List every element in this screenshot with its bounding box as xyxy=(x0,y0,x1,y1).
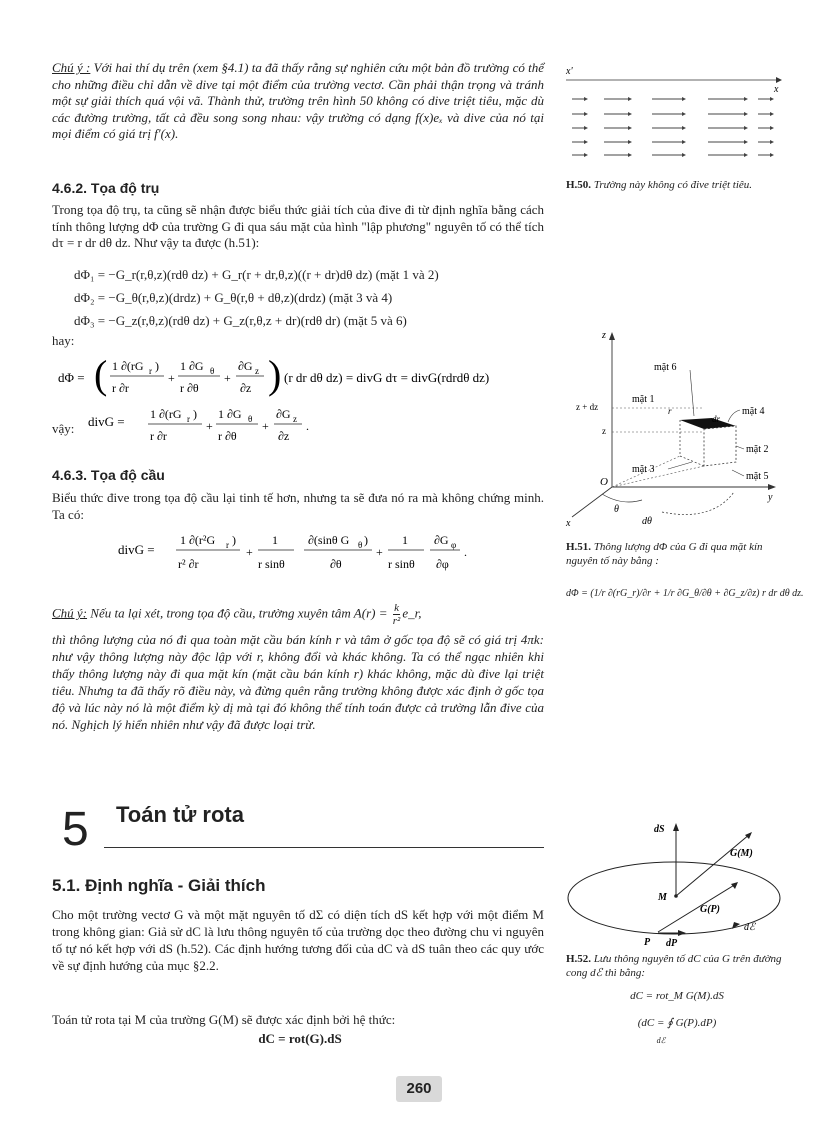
fig51-r: r xyxy=(668,406,672,416)
note-1-label: Chú ý : xyxy=(52,60,91,75)
equation-dphi2: dΦ₂ = −G_θ(r,θ,z)(drdz) + G_θ(r,θ + dθ,z)(drdz) (mặt 3 và 4) xyxy=(74,290,393,305)
svg-text:+: + xyxy=(262,419,269,433)
svg-text:r: r xyxy=(187,414,190,424)
svg-text:+: + xyxy=(376,545,383,559)
fig51-x-axis: x xyxy=(566,518,571,529)
fig51-mat2: mặt 2 xyxy=(746,444,769,455)
fig52-dS: dS xyxy=(654,824,665,835)
fig51-label: H.51. xyxy=(566,541,592,553)
div-sph-lhs: divG = xyxy=(118,542,155,557)
svg-text:1 ∂(rG: 1 ∂(rG xyxy=(112,359,144,373)
section-4-6-2-paragraph: Trong tọa độ trụ, ta cũng sẽ nhận được biểu thức giải tích của đive đi từ định nghĩa bằng cách tính thông lượng dΦ của trường G đi qua sáu mặt của hình "lập phương" nguyên tố có thể tích dτ = r dr dθ dz. Như vậy ta được (h.51): xyxy=(52,202,544,250)
equation-dphi-total xyxy=(52,348,552,408)
svg-text:r: r xyxy=(226,540,229,550)
svg-text:): ) xyxy=(232,533,236,547)
svg-text:+: + xyxy=(224,371,231,385)
note-1-text: Với hai thí dụ trên (xem §4.1) ta đã thấy rằng sự nghiên cứu một bản đồ trường có thể cho những điều chỉ dẫn về dive tại một điểm của trường vectơ. Cần phải thận trọng và tránh một sự giải thích quá vội vã. Thành thử, trường trên hình 50 không có dive triệt tiêu, mặc dù các đường trường, tất cả đều song song nhau: vậy trường có dạng f(x)eₓ và dive của nó tại mọi điểm có giá trị f′(x). xyxy=(52,60,545,141)
note-2-text-1-tail: e_r, xyxy=(402,605,422,621)
figure-52-formula-1: dC = rot_M G(M).dS xyxy=(630,990,724,1002)
svg-text:∂G: ∂G xyxy=(238,359,253,373)
section-4-6-3-title: 4.6.3. Tọa độ cầu xyxy=(52,467,165,483)
fig50-label: H.50. xyxy=(566,179,592,191)
figure-52-caption xyxy=(566,952,788,980)
fig51-origin: O xyxy=(600,476,608,488)
chapter-rule xyxy=(104,847,544,848)
equation-dphi3: dΦ₃ = −G_z(r,θ,z)(rdθ dz) + G_z(r,θ,z + dr)(rdθ dr) (mặt 5 và 6) xyxy=(74,313,407,328)
fig51-mat5: mặt 5 xyxy=(746,471,769,482)
svg-text:1 ∂(r²G: 1 ∂(r²G xyxy=(180,533,216,547)
svg-text:∂(sinθ G: ∂(sinθ G xyxy=(308,533,350,547)
fig51-dtheta: dθ xyxy=(642,516,652,527)
note-2-label: Chú ý: xyxy=(52,605,88,621)
svg-text:r ∂r: r ∂r xyxy=(112,381,129,395)
svg-text:∂z: ∂z xyxy=(240,381,252,395)
rot-definition-formula: dC = rot(G).dS xyxy=(258,1031,342,1046)
svg-text:r sinθ: r sinθ xyxy=(388,557,415,571)
svg-text:+: + xyxy=(246,545,253,559)
figure-50 xyxy=(562,62,788,162)
section-5-1-paragraph-2: Toán tử rota tại M của trường G(M) sẽ được xác định bởi hệ thức: xyxy=(52,1012,396,1027)
svg-text:1: 1 xyxy=(402,533,408,547)
fig51-mat3: mặt 3 xyxy=(632,464,655,475)
equation-dphi1: dΦ₁ = −G_r(r,θ,z)(rdθ dz) + G_r(r + dr,θ,z)((r + dr)dθ dz) (mặt 1 và 2) xyxy=(74,267,439,282)
svg-text:): ) xyxy=(268,352,282,397)
svg-text:1 ∂G: 1 ∂G xyxy=(180,359,204,373)
figure-52-formula-2-subscript: dℰ xyxy=(656,1036,666,1045)
svg-text:dΦ =: dΦ = xyxy=(58,370,85,385)
fig52-GP: G(P) xyxy=(700,904,720,915)
svg-text:θ: θ xyxy=(358,540,363,550)
equation-div-cylindrical xyxy=(88,404,348,454)
svg-text:(: ( xyxy=(94,352,108,397)
section-5-1-paragraph-1: Cho một trường vectơ G và một mặt nguyên tố dΣ có diện tích dS kết hợp với một điểm M trong không gian: Giả sử dC là lưu thông nguyên tố của trường dọc theo đường chu vi nguyên tố tự nó kết hợp với dS (h.52). Các định hướng tương đối của dC và dS tuân theo các quy ước về sự định hướng của mục §2.2. xyxy=(52,907,544,973)
svg-text:): ) xyxy=(155,359,159,373)
svg-text:θ: θ xyxy=(248,414,253,424)
svg-text:r ∂θ: r ∂θ xyxy=(180,381,199,395)
section-5-1-title: 5.1. Định nghĩa - Giải thích xyxy=(52,876,266,895)
fig51-mat1: mặt 1 xyxy=(632,394,655,405)
svg-text:z: z xyxy=(255,366,259,376)
svg-text:.: . xyxy=(306,419,309,433)
svg-text:r sinθ: r sinθ xyxy=(258,557,285,571)
fig51-mat4: mặt 4 xyxy=(742,406,765,417)
fig51-z-axis: z xyxy=(602,330,606,341)
fig52-label: H.52. xyxy=(566,953,592,965)
fig51-y-axis: y xyxy=(768,492,773,503)
svg-text:∂G: ∂G xyxy=(434,533,449,547)
fig52-P: P xyxy=(644,937,651,948)
fig51-z-level: z xyxy=(602,426,606,436)
svg-text:r² ∂r: r² ∂r xyxy=(178,557,199,571)
fig51-z-dz: z + dz xyxy=(576,402,599,412)
svg-text:.: . xyxy=(464,545,467,559)
fig51-mat6: mặt 6 xyxy=(654,362,677,373)
svg-text:θ: θ xyxy=(210,366,215,376)
note-2-text: thì thông lượng của nó đi qua toàn mặt cầu bán kính r và tâm ở gốc tọa độ sẽ có giá trị 4πk: như vậy thông lượng này độc lập với r, không đổi và khác không. Ta có thể ngạc nhiên khi thấy thông lượng này đi qua mặt kín (mặt cầu bán kính r) khác không, mặc dù đive lại triệt tiêu. Nhưng ta đã thấy rõ điều này, và đừng quên rằng trường không được xác định ở gốc tọa độ và lúc này nó là một điểm kỳ dị mà tại đó không thể tính toán được cả trường lẫn đive của nó. Nghịch lý hiển nhiên như vậy đã được loại trừ. xyxy=(52,632,544,732)
page-number: 260 xyxy=(406,1080,432,1097)
fig52-dE: dℰ xyxy=(744,922,756,933)
figure-52-formula-2: (dC = ∮ G(P).dP) xyxy=(637,1017,717,1029)
fig52-GM: G(M) xyxy=(730,848,753,859)
svg-text:∂G: ∂G xyxy=(276,407,291,421)
svg-text:+: + xyxy=(206,419,213,433)
svg-text:): ) xyxy=(193,407,197,421)
fig52-caption-text: Lưu thông nguyên tố dC của G trên đường cong dℰ thì bằng: xyxy=(566,953,782,979)
section-4-6-3-paragraph: Biểu thức đive trong tọa độ cầu lại tinh tế hơn, nhưng ta sẽ đưa nó ra mà không chứng minh. Ta có: xyxy=(52,490,544,522)
svg-text:∂θ: ∂θ xyxy=(330,557,342,571)
equation-div-spherical xyxy=(118,530,498,580)
figure-51-caption xyxy=(566,540,788,568)
note-2-first-line: Chú ý: Nếu ta lại xét, trong tọa độ cầu, trường xuyên tâm A(r) = $\frac{k}{\text{r²}}$ e_r, xyxy=(52,602,422,627)
chapter-number: 5 xyxy=(62,803,89,856)
svg-text:1: 1 xyxy=(272,533,278,547)
fig52-dP: dP xyxy=(666,938,678,948)
svg-text:φ: φ xyxy=(451,540,457,550)
svg-text:r ∂r: r ∂r xyxy=(150,429,167,443)
svg-text:r: r xyxy=(149,366,152,376)
section-4-6-2-title: 4.6.2. Tọa độ trụ xyxy=(52,180,160,196)
svg-text:1 ∂(rG: 1 ∂(rG xyxy=(150,407,182,421)
fig51-theta: θ xyxy=(614,504,619,515)
vay-label: vậy: xyxy=(52,421,75,436)
hay-label: hay: xyxy=(52,333,75,348)
fig52-M: M xyxy=(658,892,667,903)
svg-text:): ) xyxy=(364,533,368,547)
fig50-xprime: x' xyxy=(566,66,573,77)
equation-dphi-tail: (r dr dθ dz) = divG dτ = divG(rdrdθ dz) xyxy=(284,370,490,385)
fig51-dr: dr xyxy=(712,414,721,424)
svg-text:+: + xyxy=(168,371,175,385)
figure-51 xyxy=(562,322,788,532)
fig50-caption-text: Trường này không có đive triệt tiêu. xyxy=(593,179,753,191)
fig51-caption-text: Thông lượng dΦ của G đi qua mặt kín nguyên tố này bằng : xyxy=(566,541,763,567)
svg-text:1 ∂G: 1 ∂G xyxy=(218,407,242,421)
fig50-field-arrows xyxy=(572,99,772,155)
fig50-x: x xyxy=(774,84,779,95)
svg-text:z: z xyxy=(293,414,297,424)
svg-text:∂z: ∂z xyxy=(278,429,290,443)
figure-51-formula: dΦ = (1/r ∂(rG_r)/∂r + 1/r ∂G_θ/∂θ + ∂G_z/∂z) r dr dθ dz. xyxy=(566,588,804,599)
note-1 xyxy=(52,60,544,143)
figure-50-caption xyxy=(566,178,788,192)
figure-52 xyxy=(562,818,788,948)
svg-text:∂φ: ∂φ xyxy=(436,557,449,571)
div-cyl-lhs: divG = xyxy=(88,414,125,429)
chapter-title: Toán tử rota xyxy=(116,802,244,827)
svg-text:r ∂θ: r ∂θ xyxy=(218,429,237,443)
note-2-text-1: Nếu ta lại xét, trong tọa độ cầu, trường xuyên tâm A(r) = xyxy=(90,605,391,621)
